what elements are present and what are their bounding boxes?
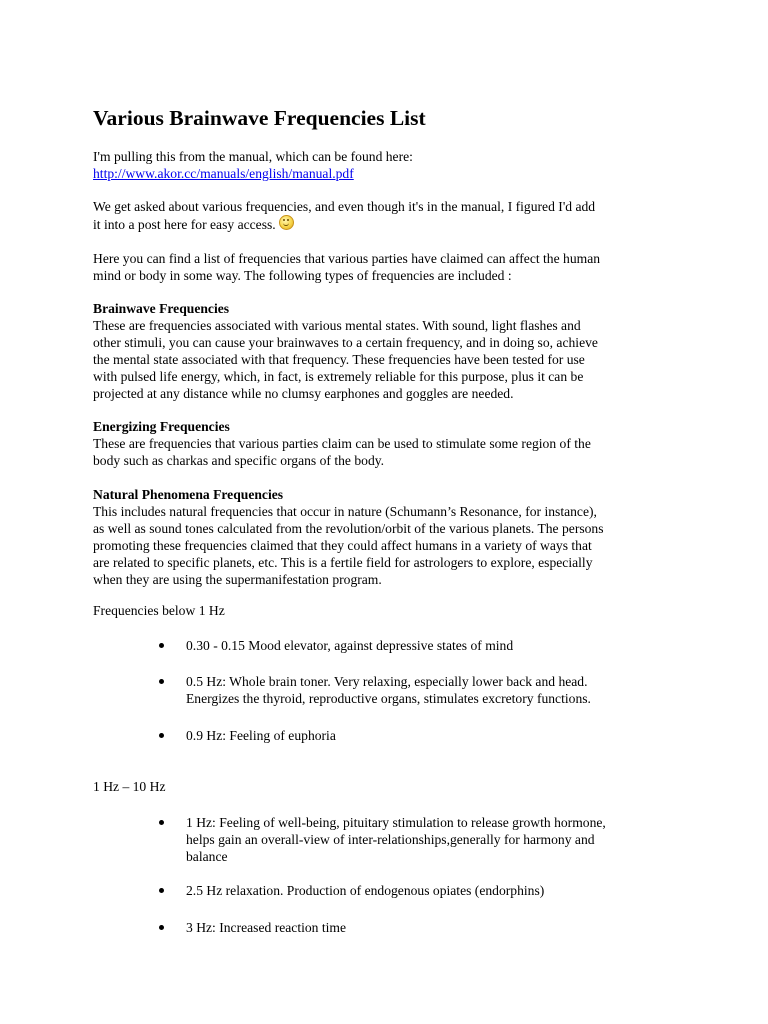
- list-item-text: 0.9 Hz: Feeling of euphoria: [186, 728, 336, 743]
- brainwave-line: These are frequencies associated with various mental states. With sound, light flashes and: [93, 318, 581, 333]
- energizing-heading: Energizing Frequencies: [93, 419, 230, 434]
- list-item-text: 3 Hz: Increased reaction time: [186, 920, 347, 935]
- natural-section: [93, 486, 693, 588]
- access-paragraph: [93, 198, 693, 233]
- intro-paragraph: [93, 148, 693, 182]
- brainwave-line: projected at any distance while no clumsy earphones and goggles are needed.: [93, 386, 514, 401]
- list-item-text: 0.5 Hz: Whole brain toner. Very relaxing, especially lower back and head.: [186, 674, 588, 689]
- document-title: Various Brainwave Frequencies List: [93, 106, 426, 130]
- energizing-line: body such as charkas and specific organs of the body.: [93, 453, 385, 468]
- list-item-text: Energizes the thyroid, reproductive organs, stimulates excretory functions.: [186, 691, 591, 706]
- list-item-text: 2.5 Hz relaxation. Production of endogenous opiates (endorphins): [186, 883, 545, 898]
- access-line-1: We get asked about various frequencies, and even though it's in the manual, I figured I'd add: [93, 199, 596, 214]
- section-1-10hz-label: 1 Hz – 10 Hz: [93, 779, 166, 794]
- types-line-1: Here you can find a list of frequencies that various parties have claimed can affect the human: [93, 251, 601, 266]
- energizing-line: These are frequencies that various parties claim can be used to stimulate some region of the: [93, 436, 591, 451]
- natural-line: This includes natural frequencies that occur in nature (Schumann’s Resonance, for instance),: [93, 504, 597, 519]
- manual-link[interactable]: http://www.akor.cc/manuals/english/manual.pdf: [93, 166, 354, 181]
- natural-heading: Natural Phenomena Frequencies: [93, 487, 284, 502]
- bullet-icon: [159, 820, 164, 825]
- energizing-section: [93, 418, 693, 469]
- bullet-icon: [159, 925, 164, 930]
- bullet-icon: [159, 643, 164, 648]
- natural-line: when they are using the supermanifestation program.: [93, 572, 382, 587]
- list-item-text: helps gain an overall-view of inter-relationships,generally for harmony and: [186, 832, 595, 847]
- bullet-icon: [159, 733, 164, 738]
- natural-line: promoting these frequencies claimed that they could affect humans in a variety of ways that: [93, 538, 592, 553]
- intro-types-paragraph: [93, 250, 693, 284]
- brainwave-section: [93, 300, 693, 402]
- intro-text: I'm pulling this from the manual, which can be found here:: [93, 149, 413, 164]
- access-line-2: it into a post here for easy access.: [93, 217, 276, 232]
- bullet-icon: [159, 888, 164, 893]
- brainwave-heading: Brainwave Frequencies: [93, 301, 230, 316]
- natural-line: are related to specific planets, etc. This is a fertile field for astrologers to explore, especially: [93, 555, 593, 570]
- bullet-icon: [159, 679, 164, 684]
- brainwave-line: with pulsed life energy, which, in fact, is extremely reliable for this purpose, plus it can be: [93, 369, 584, 384]
- list-item-text: balance: [186, 849, 228, 864]
- natural-line: as well as sound tones calculated from the revolution/orbit of the various planets. The persons: [93, 521, 604, 536]
- section-below-1hz-label: Frequencies below 1 Hz: [93, 603, 225, 618]
- brainwave-line: the mental state associated with that frequency. These frequencies have been tested for use: [93, 352, 585, 367]
- list-item-text: 0.30 - 0.15 Mood elevator, against depressive states of mind: [186, 638, 514, 653]
- smiley-icon: [279, 215, 294, 230]
- brainwave-line: other stimuli, you can cause your brainwaves to a certain frequency, and in doing so, achieve: [93, 335, 598, 350]
- list-item-text: 1 Hz: Feeling of well-being, pituitary stimulation to release growth hormone,: [186, 815, 606, 830]
- types-line-2: mind or body in some way. The following types of frequencies are included :: [93, 268, 512, 283]
